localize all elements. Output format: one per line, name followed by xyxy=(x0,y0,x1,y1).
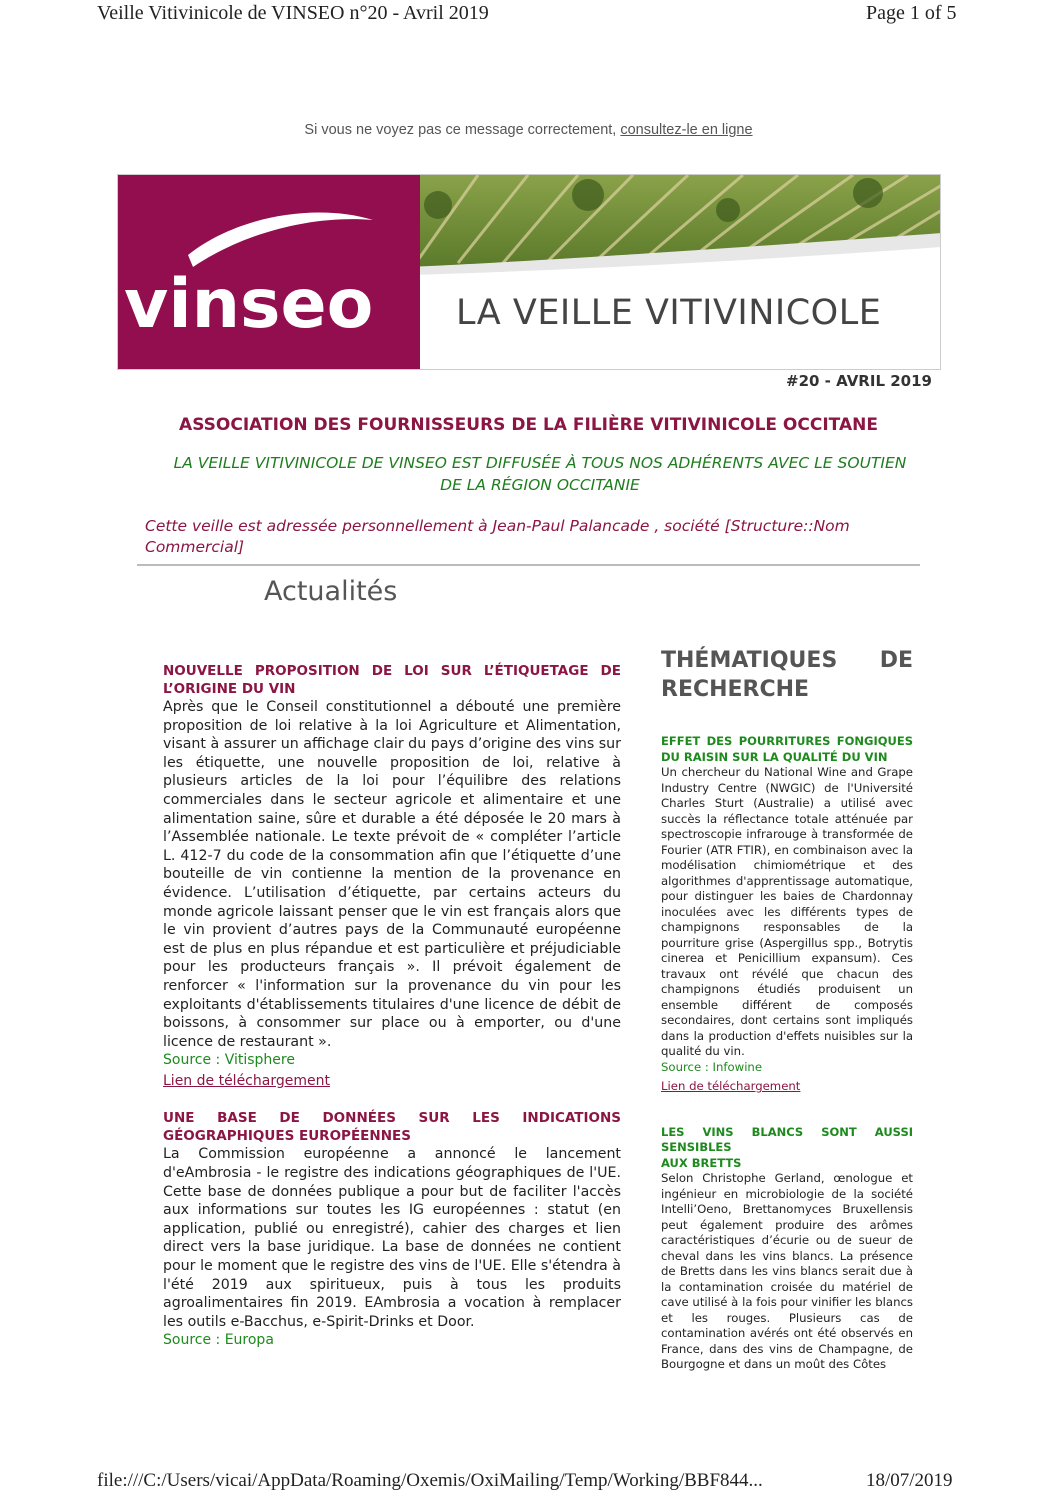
print-footer-path: file:///C:/Users/vicai/AppData/Roaming/Oxemis/OxiMailing/Temp/Working/BBF844... xyxy=(97,1470,763,1491)
article-title-line: UNE BASE DE DONNÉES SUR LES INDICATIONS xyxy=(163,1110,621,1127)
view-online-link[interactable]: consultez-le en ligne xyxy=(620,122,753,138)
distribution-notice xyxy=(145,452,935,496)
article-body: Un chercheur du National Wine and Grape Industry Centre (NWGIC) de l'Université Charles Sturt (Australie) a utilisé avec succès la réflectance totale atténuée par spectroscopie infrarouge à transformée de Fourier (ATR FTIR), en combinaison avec la modélisation chimiométrique et des algorithmes d'apprentissage automatique, pour distinguer les baies de Chardonnay inoculées avec les différents types de champignons responsables de la pourriture grise (Aspergillus spp., Botrytis cinerea et Penicillium expansum). Ces travaux ont révélé que chacun des champignons étudiés produisent un ensemble différent de composés secondaires, dont certains sont impliqués dans la production d'effets nuisibles sur la qualité du vin. xyxy=(661,765,913,1058)
article xyxy=(661,734,913,1095)
article-title-line: LES VINS BLANCS SONT AUSSI SENSIBLES xyxy=(661,1124,913,1154)
view-online-notice xyxy=(0,122,1057,138)
section-title: Actualités xyxy=(264,576,398,607)
research-column xyxy=(661,646,913,1373)
article xyxy=(163,1109,621,1350)
download-link[interactable]: Lien de téléchargement xyxy=(163,1072,330,1089)
print-header-page: Page 1 of 5 xyxy=(866,2,957,24)
distribution-line-2: DE LA RÉGION OCCITANIE xyxy=(440,476,640,494)
article-title-line: GÉOGRAPHIQUES EUROPÉENNES xyxy=(163,1128,411,1145)
personal-address-line: Cette veille est adressée personnellement à Jean-Paul Palancade , société [Structure::Nom Commercial] xyxy=(145,517,850,556)
download-link[interactable]: Lien de téléchargement xyxy=(661,1079,801,1093)
article-body: Après que le Conseil constitutionnel a débouté une première proposition de loi relative à la loi Agriculture et Alimentation, visant à assurer un affichage clair du pays d’origine des vins sur les étiquette, une nouvelle proposition de loi, relative à plusieurs articles de la loi pour l’équilibre des relations commerciales dans le secteur agricole et alimentaire et une alimentation saine, sûre et durable a été déposée le 20 mars à l’Assemblée nationale. Le texte prévoit de « compléter l’article L. 412-7 du code de la consommation afin que l’étiquette d’une bouteille de vin contienne la mention de la provenance en évidence. L’utilisation d’étiquette, par certains acteurs du monde agricole laissant penser que le vin est français alors que le vin provient d’autres pays de la Communauté européenne est de plus en plus répandue et est particulière et préjudiciable pour les producteurs français ». Il prévoit également de renforcer « l'information sur la provenance du vin pour les exploitants d'établissements titulaires d'une licence de débit de boissons, à consommer sur place ou à emporter, ou d'une licence de restaurant ». xyxy=(163,699,621,1050)
research-heading-line: THÉMATIQUES DE xyxy=(661,648,913,673)
section-divider xyxy=(137,564,920,566)
distribution-line-1: LA VEILLE VITIVINICOLE DE VINSEO EST DIFFUSÉE À TOUS NOS ADHÉRENTS AVEC LE SOUTIEN xyxy=(173,454,907,472)
article-title-line: EFFET DES POURRITURES FONGIQUES xyxy=(661,734,913,748)
news-column xyxy=(163,662,621,1350)
newsletter-banner xyxy=(117,174,941,370)
issue-number: #20 - AVRIL 2019 xyxy=(786,372,932,390)
article-title-line: DU RAISIN SUR LA QUALITÉ DU VIN xyxy=(661,749,888,764)
notice-text: Si vous ne voyez pas ce message correctement, xyxy=(304,122,621,138)
vinseo-logo xyxy=(118,175,420,370)
research-heading-line: RECHERCHE xyxy=(661,677,810,702)
print-footer-date: 18/07/2019 xyxy=(866,1470,953,1491)
article xyxy=(163,662,621,1090)
article-source: Source : Europa xyxy=(163,1332,274,1349)
article-source: Source : Infowine xyxy=(661,1059,763,1074)
association-title: ASSOCIATION DES FOURNISSEURS DE LA FILIÈRE VITIVINICOLE OCCITANE xyxy=(179,415,878,435)
banner-title: LA VEILLE VITIVINICOLE xyxy=(456,293,882,333)
article-source: Source : Vitisphere xyxy=(163,1052,295,1069)
svg-text:vinseo: vinseo xyxy=(124,265,374,344)
article-body: Selon Christophe Gerland, œnologue et ingénieur en microbiologie de la société Intelli’Oeno, Brettanomyces Bruxellensis peut également produire des arômes caractéristiques d’écurie ou de sueur de cheval dans les vins blancs. La présence de Bretts dans les vins blancs serait due à la contamination croisée du matériel de cave utilisé à la fois pour vinifier les blancs et les rouges. Plusieurs cas de contamination avérés ont été observés en France, dans des vins de Champagne, de Bourgogne et dans un moût des Côtes xyxy=(661,1171,913,1371)
print-header-title: Veille Vitivinicole de VINSEO n°20 - Avril 2019 xyxy=(97,2,489,24)
logo-swoosh-icon xyxy=(118,175,420,370)
article xyxy=(661,1125,913,1373)
article-title-line: L’ORIGINE DU VIN xyxy=(163,681,296,697)
article-title-line: NOUVELLE PROPOSITION DE LOI SUR L’ÉTIQUETAGE DE xyxy=(163,663,621,679)
article-title-line: AUX BRETTS xyxy=(661,1155,742,1170)
article-body: La Commission européenne a annoncé le lancement d'eAmbrosia - le registre des indications géographiques de l'UE. Cette base de données publique a pour but de faciliter l'accès aux informations sur toutes les IG européennes : statut (en application, publié ou enregistré), cahier des charges et lien direct vers la base juridique. La base de données ne contient pour le moment que le registre des vins de l'UE. Elle s'étendra à l'été 2019 aux spiritueux, puis à tous les produits agroalimentaires fin 2019. EAmbrosia a vocation à remplacer les outils e-Bacchus, e-Spirit-Drinks et Door. xyxy=(163,1146,621,1330)
